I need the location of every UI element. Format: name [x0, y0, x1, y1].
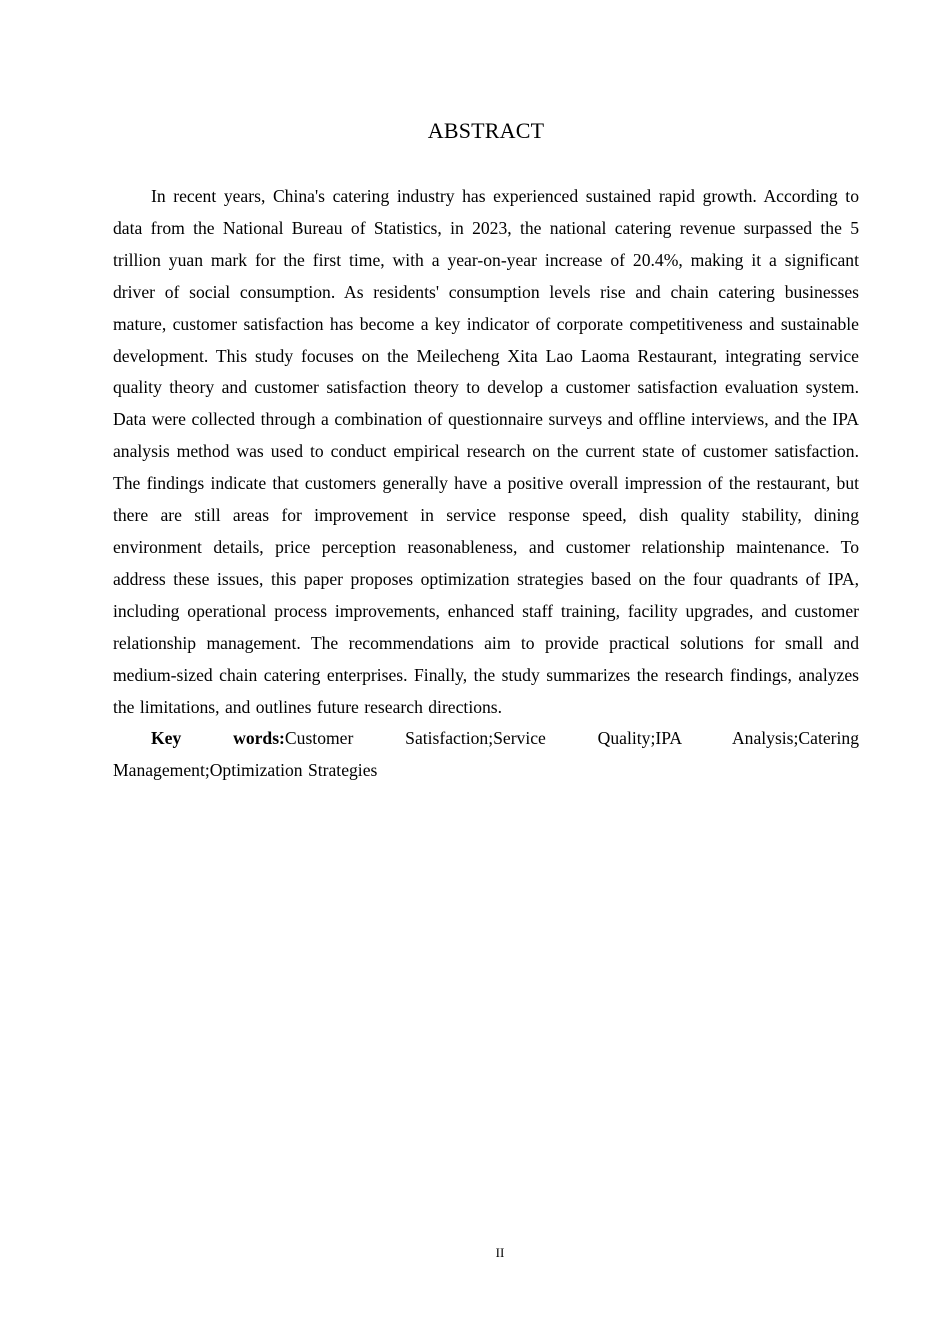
- page-number: II: [495, 1245, 505, 1260]
- abstract-paragraph: In recent years, China's catering industry has experienced sustained rapid growth. According to data from the National Bureau of Statistics, in 2023, the national catering revenue surpassed the 5 trillion yuan mark for the first time, with a year-on-year increase of 20.4%, making it a significant driver of social consumption. As residents' consumption levels rise and chain catering businesses mature, customer satisfaction has become a key indicator of corporate competitiveness and sustainable development. This study focuses on the Meilecheng Xita Lao Laoma Restaurant, integrating service quality theory and customer satisfaction theory to develop a customer satisfaction evaluation system. Data were collected through a combination of questionnaire surveys and offline interviews, and the IPA analysis method was used to conduct empirical research on the current state of customer satisfaction. The findings indicate that customers generally have a positive overall impression of the restaurant, but there are still areas for improvement in service response speed, dish quality stability, dining environment details, price perception reasonableness, and customer relationship maintenance. To address these issues, this paper proposes optimization strategies based on the four quadrants of IPA, including operational process improvements, enhanced staff training, facility upgrades, and customer relationship management. The recommendations aim to provide practical solutions for small and medium-sized chain catering enterprises. Finally, the study summarizes the research findings, analyzes the limitations, and outlines future research directions.: [113, 186, 859, 717]
- keywords-label: Key words:: [151, 728, 285, 749]
- keywords-line: [113, 723, 859, 787]
- keywords-text: Customer Satisfaction;Service Quality;IPA Analysis;Catering Management;Optimization Strategies: [113, 728, 859, 781]
- abstract-body: [113, 181, 859, 787]
- page-title: ABSTRACT: [427, 118, 545, 143]
